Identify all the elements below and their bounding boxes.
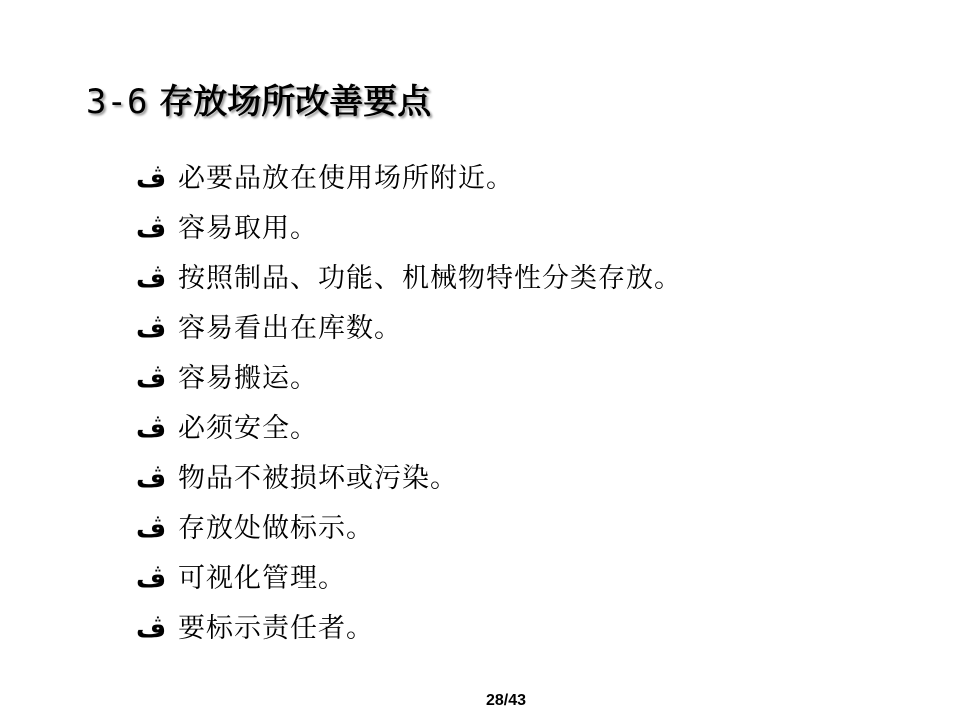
bullet-icon: ڤ <box>136 614 167 644</box>
list-item-text: 要标示责任者。 <box>178 613 374 644</box>
list-item <box>136 504 682 554</box>
bullet-icon: ڤ <box>136 514 167 544</box>
list-item-text: 容易搬运。 <box>178 363 318 394</box>
bullet-icon: ڤ <box>136 314 167 344</box>
slide-title <box>86 76 431 128</box>
list-item-text: 容易看出在库数。 <box>178 313 402 344</box>
list-item-text: 容易取用。 <box>178 213 318 244</box>
list-item-text: 按照制品、功能、机械物特性分类存放。 <box>178 263 682 294</box>
bullet-icon: ڤ <box>136 214 167 244</box>
list-item <box>136 154 682 204</box>
bullet-icon: ڤ <box>136 414 167 444</box>
list-item <box>136 404 682 454</box>
page-number: 28/43 <box>485 692 527 709</box>
list-item <box>136 604 682 654</box>
bullet-icon: ڤ <box>136 564 167 594</box>
list-item <box>136 254 682 304</box>
bullet-icon: ڤ <box>136 164 167 194</box>
list-item <box>136 204 682 254</box>
list-item-text: 必要品放在使用场所附近。 <box>178 163 514 194</box>
list-item <box>136 304 682 354</box>
list-item <box>136 554 682 604</box>
list-item <box>136 354 682 404</box>
bullet-icon: ڤ <box>136 464 167 494</box>
title-number: 3-6 <box>86 82 148 122</box>
list-item-text: 物品不被损坏或污染。 <box>178 463 458 494</box>
list-item-text: 必须安全。 <box>178 413 318 444</box>
bullet-icon: ڤ <box>136 364 167 394</box>
list-item-text: 可视化管理。 <box>178 563 346 594</box>
bullet-icon: ڤ <box>136 264 167 294</box>
list-item <box>136 454 682 504</box>
list-item-text: 存放处做标示。 <box>178 513 374 544</box>
title-text: 存放场所改善要点 <box>159 82 432 122</box>
bullet-list <box>136 154 682 654</box>
